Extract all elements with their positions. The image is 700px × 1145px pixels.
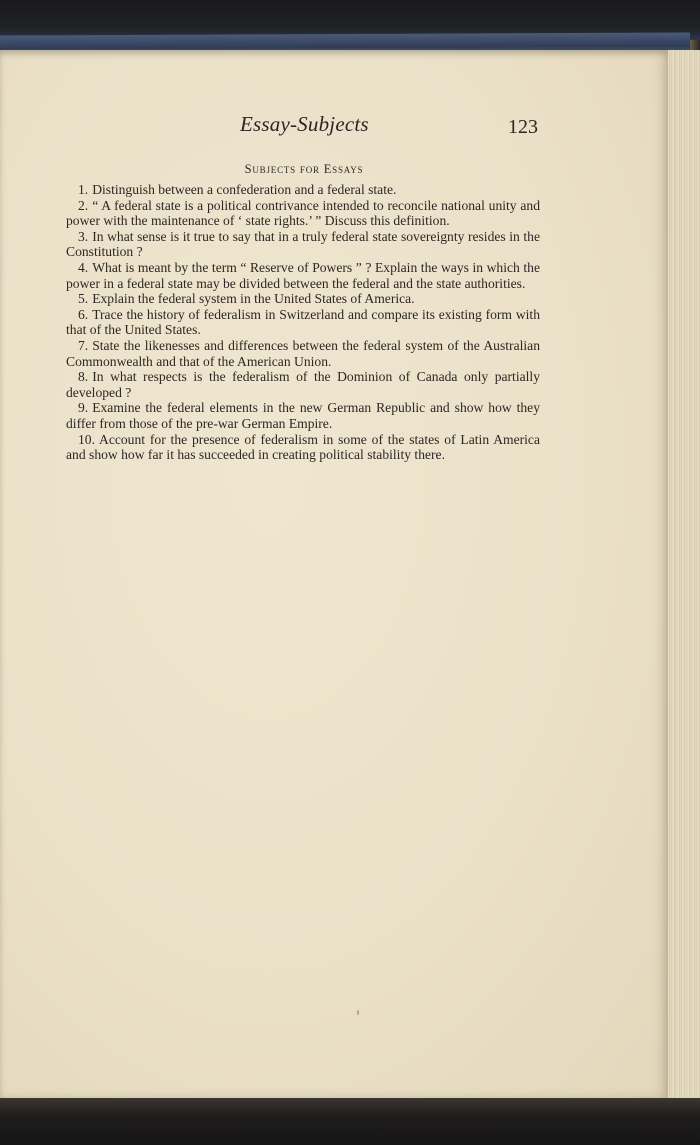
essay-number: 5.: [78, 291, 89, 307]
essay-number: 2.: [78, 197, 89, 213]
essay-item: [66, 198, 540, 229]
book-bottom-edge: [0, 1098, 700, 1145]
paper-blemish: [357, 1010, 359, 1015]
section-title: Subjects for Essays: [244, 162, 364, 176]
essay-text: Distinguish between a confederation and a federal state.: [92, 182, 397, 197]
essay-text: State the likenesses and differences between the federal system of the Australian Commonwealth and that of the American Union.: [66, 337, 540, 369]
essay-item: [66, 260, 540, 291]
essay-text: In what sense is it true to say that in a truly federal state sovereignty resides in the Constitution ?: [66, 228, 540, 260]
essay-number: 10.: [78, 431, 95, 447]
essay-item: [66, 291, 540, 307]
essay-item: [66, 400, 540, 431]
essay-number: 8.: [78, 369, 89, 385]
essay-number: 7.: [78, 337, 89, 353]
running-head: [0, 112, 668, 142]
essay-text: What is meant by the term “ Reserve of Powers ” ? Explain the ways in which the power in a federal state may be divided between the federal and the state authorities.: [66, 259, 540, 291]
essay-number: 9.: [78, 400, 89, 416]
essay-item: [66, 432, 540, 463]
essay-number: 3.: [78, 228, 89, 244]
running-title: Essay-Subjects: [240, 112, 369, 136]
essay-number: 4.: [78, 259, 89, 275]
essay-item: [66, 307, 540, 338]
essay-text: Account for the presence of federalism in some of the states of Latin America and show how far it has succeeded in creating political stability there.: [66, 431, 540, 463]
essay-number: 1.: [78, 182, 89, 197]
essay-list: [66, 182, 540, 463]
essay-text: Explain the federal system in the United States of America.: [92, 291, 415, 307]
essay-item: [66, 338, 540, 369]
essay-item: [66, 182, 540, 198]
page-number: 123: [508, 116, 538, 138]
essay-text: “ A federal state is a political contrivance intended to reconcile national unity and power with the maintenance of ‘ state rights.’ ” Discuss this definition.: [66, 197, 540, 229]
essay-number: 6.: [78, 306, 89, 322]
essay-item: [66, 369, 540, 400]
essay-text: Examine the federal elements in the new German Republic and show how they differ from those of the pre-war German Empire.: [66, 400, 540, 431]
essay-item: [66, 229, 540, 260]
essay-text: Trace the history of federalism in Switzerland and compare its existing form with that of the United States.: [66, 306, 540, 338]
essay-text: In what respects is the federalism of the Dominion of Canada only partially developed ?: [66, 369, 540, 400]
